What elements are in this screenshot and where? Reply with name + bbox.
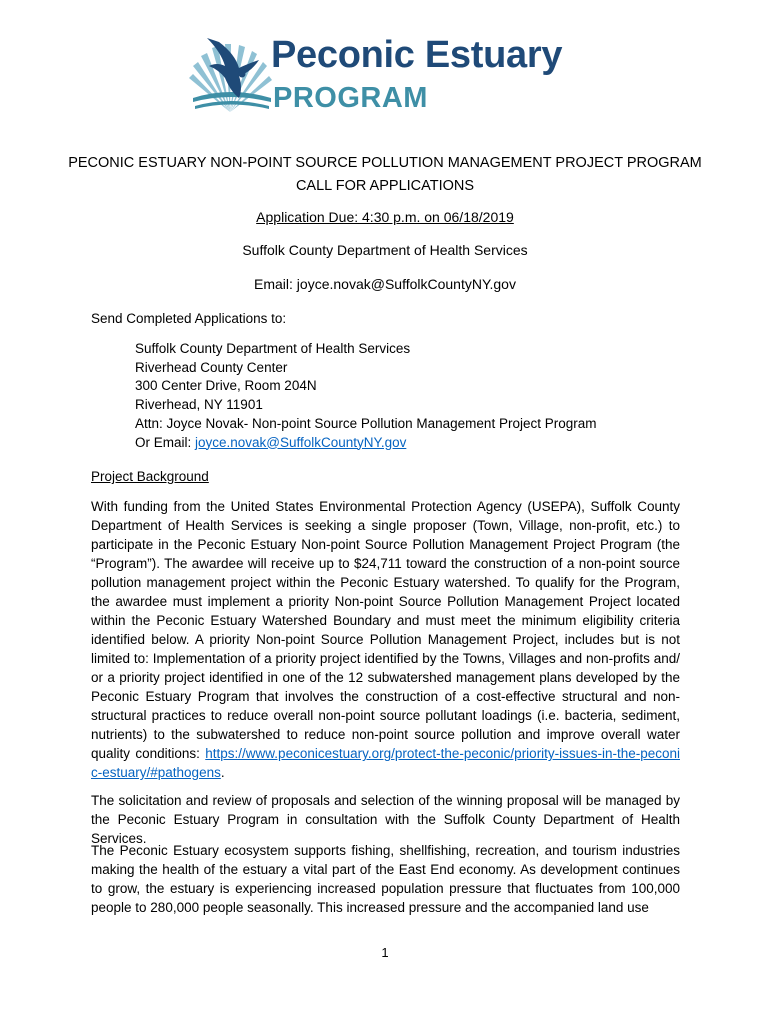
mailing-address — [135, 340, 596, 452]
address-line-department: Suffolk County Department of Health Services — [135, 341, 411, 356]
logo-subtitle: PROGRAM — [273, 82, 428, 114]
page-number: 1 — [381, 945, 389, 960]
document-title-line-1: PECONIC ESTUARY NON-POINT SOURCE POLLUTION MANAGEMENT PROJECT PROGRAM — [68, 155, 702, 171]
paragraph-funding-text: With funding from the United States Environmental Protection Agency (USEPA), Suffolk County Department of Health Services is seeking a single proposer (Town, Village, non-profit, etc.) to participate in the Peconic Estuary Non-point Source Pollution Management Project Program (the “Program”). The awardee will receive up to $24,711 toward the construction of a non-point source pollution management project within the Peconic Estuary watershed. To qualify for the Program, the awardee must implement a priority Non-point Source Pollution Management Project located within the Peconic Estuary Watershed Boundary and must meet the minimum eligibility criteria identified below. A priority Non-point Source Pollution Management Project, includes but is not limited to: Implementation of a priority project identified by the Towns, Villages and non-profits and/ or a priority project identified in one of the 12 subwatershed management plans developed by the Peconic Estuary Program that involves the construction of a cost-effective structural and non-structural practices to reduce overall non-point source pollutant loadings (i.e. bacteria, sediment, nutrients) to the subwatershed to reduce non-point source pollution and improve overall water quality conditions: — [91, 499, 680, 761]
pathogens-link[interactable]: https://www.peconicestuary.org/protect-the-peconic/priority-issues-in-the-peconic-estuary/#pathogens — [91, 746, 680, 780]
contact-email: Email: joyce.novak@SuffolkCountyNY.gov — [254, 276, 516, 292]
paragraph-funding-end: . — [220, 765, 225, 780]
logo-name: Peconic Estuary — [271, 34, 563, 76]
email-link[interactable]: joyce.novak@SuffolkCountyNY.gov — [195, 434, 407, 450]
address-line-center: Riverhead County Center — [135, 359, 288, 375]
document-title-line-2: CALL FOR APPLICATIONS — [295, 178, 475, 194]
paragraph-ecosystem: The Peconic Estuary ecosystem supports fishing, shellfishing, recreation, and tourism industries making the health of the estuary a vital part of the East End economy. As development continues to grow, the estuary is experiencing increased population pressure that fluctuates from 100,000 people to 280,000 people seasonally. This increased pressure and the accompanied land use — [91, 843, 680, 915]
osprey-sunburst-icon — [185, 32, 275, 122]
address-line-city: Riverhead, NY 11901 — [135, 397, 263, 413]
paragraph-solicitation: The solicitation and review of proposals and selection of the winning proposal will be managed by the Peconic Estuary Program in consultation with the Suffolk County Department of Health Services. — [91, 793, 680, 846]
send-applications-label: Send Completed Applications to: — [91, 311, 287, 326]
department-name: Suffolk County Department of Health Services — [242, 242, 528, 258]
address-line-email — [135, 434, 596, 453]
application-due-date: Application Due: 4:30 p.m. on 06/18/2019 — [256, 209, 514, 225]
peconic-estuary-logo — [185, 32, 595, 122]
address-line-attention: Attn: Joyce Novak- Non-point Source Pollution Management Project Program — [135, 415, 597, 431]
section-heading-project-background: Project Background — [91, 469, 209, 484]
paragraph-funding — [91, 497, 680, 782]
email-prefix: Or Email: — [135, 434, 196, 450]
address-line-street: 300 Center Drive, Room 204N — [135, 378, 317, 394]
